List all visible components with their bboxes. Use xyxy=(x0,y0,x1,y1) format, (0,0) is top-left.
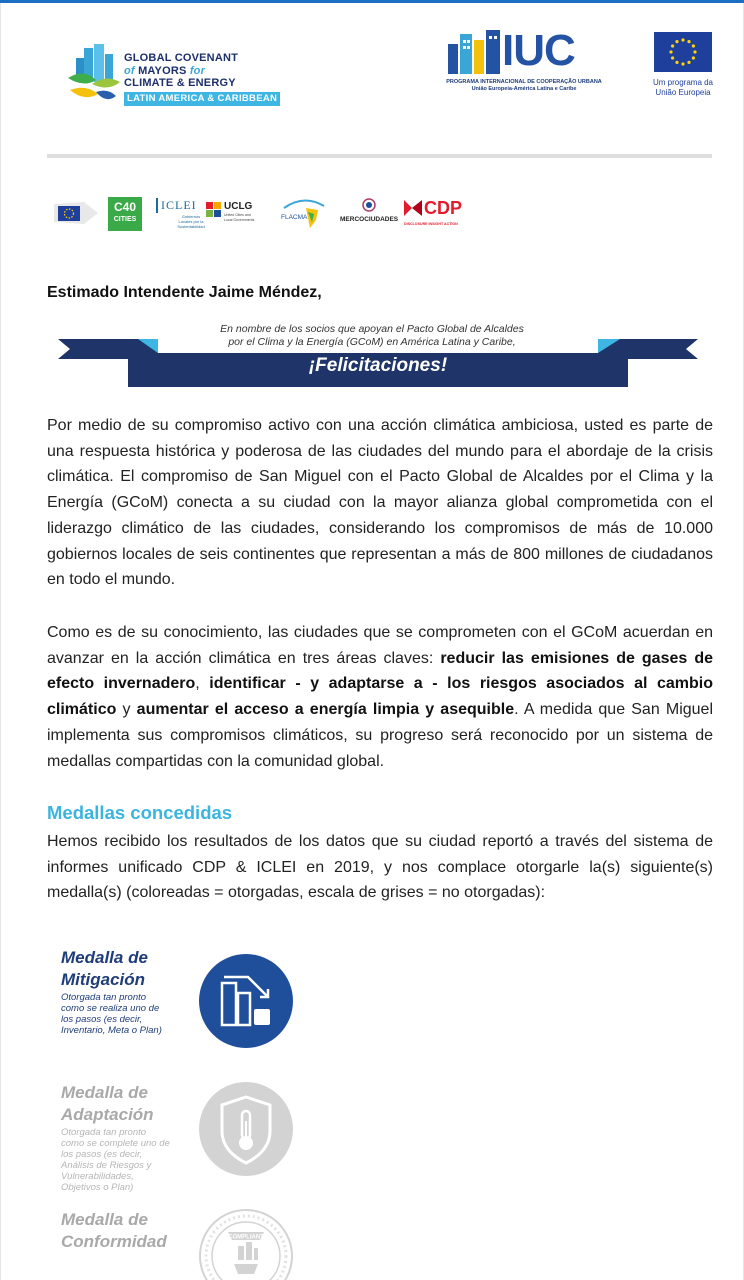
paragraph-commitment: Por medio de su compromiso activo con una acción climática ambiciosa, usted es parte de una respuesta histórica y poderosa de las ciudades del mundo para el abordaje de la crisis climática. El compromiso de San Miguel con el Pacto Global de Alcaldes por el Clima y la Energía (GCoM) conecta a su ciudad con la mayor alianza global comprometida con el liderazgo climático de las ciudades, considerando los compromisos de más de 10.000 gobiernos locales de seis continentes que representan a más de 800 millones de ciudadanos en todo el mundo. xyxy=(47,417,713,589)
medals-section-title: Medallas concedidas xyxy=(47,802,233,823)
header-divider xyxy=(47,154,712,158)
iuc-logo xyxy=(444,26,604,96)
mitigation-medal-icon xyxy=(198,953,294,1049)
compliance-medal-icon xyxy=(198,1208,298,1280)
letter-greeting: Estimado Intendente Jaime Méndez, xyxy=(47,284,322,301)
gcom-logo-text: GLOBAL COVENANT of MAYORS for CLIMATE & ENERGY LATIN AMERICA & CARIBBEAN xyxy=(124,52,280,106)
adaptation-medal-description: Otorgada tan pronto como se complete uno de los pasos (es decir, Análisis de Riesgos y Vulnerabilidades, Objetivos o Plan) xyxy=(61,1127,170,1193)
iclei-logo: ICLEI Gobiernos Locales por la Sustentabilidad xyxy=(154,194,202,232)
iuc-mark: IUC xyxy=(502,26,575,75)
compliant-badge-text: COMPLIANT xyxy=(228,1234,264,1241)
eu-caption: Um programa da União Europeia xyxy=(652,78,714,97)
adaptation-medal-icon xyxy=(198,1081,294,1177)
mitigation-medal-title: Medalla de Mitigación xyxy=(61,948,148,989)
iuc-subtitle: PROGRAMA INTERNACIONAL DE COOPERAÇÃO URBANA União Europeia-América Latina e Caribe xyxy=(446,79,602,92)
mitigation-medal-description: Otorgada tan pronto como se realiza uno de los pasos (es decir, Inventario, Meta o Plan) xyxy=(61,992,162,1036)
gcom-region-label: LATIN AMERICA & CARIBBEAN xyxy=(124,92,280,107)
c40-logo: C40 CITIES xyxy=(108,194,144,232)
gcom-buildings-icon xyxy=(66,44,122,106)
eu-flag-icon xyxy=(654,32,712,72)
partner-logos xyxy=(54,194,474,232)
adaptation-medal-title: Medalla de Adaptación xyxy=(61,1083,154,1124)
eu-partner-logo xyxy=(54,194,98,232)
iuc-buildings-icon xyxy=(446,30,506,78)
gcom-logo xyxy=(66,42,298,110)
mercociudades-logo: MERCOCIUDADES xyxy=(340,194,400,232)
cdp-logo: CDP DISCLOSURE INSIGHT ACTION xyxy=(404,198,463,226)
paragraph-action-areas: Como es de su conocimiento, las ciudades que se comprometen con el GCoM acuerdan en avanzar en la acción climática en tres áreas claves: reducir las emisiones de gases de efecto invernadero, identificar - y adaptarse a - los riesgos asociados al cambio climático y aumentar el acceso a energía limpia y asequible. A medida que San Miguel implementa sus compromisos climáticos, su progreso será reconocido por un sistema de medallas compartidas con la comunidad global. xyxy=(47,624,714,770)
banner-title: ¡Felicitaciones! xyxy=(308,355,448,376)
uclg-logo: UCLG United Cities and Local Governments xyxy=(206,194,258,232)
compliance-medal-title: Medalla de Conformidad xyxy=(61,1210,167,1251)
banner-note: En nombre de los socios que apoyan el Pacto Global de Alcaldes por el Clima y la Energía (GCoM) en América Latina y Caribe, xyxy=(220,323,524,348)
paragraph-medals-intro: Hemos recibido los resultados de los datos que su ciudad reportó a través del sistema de informes unificado CDP & ICLEI en 2019, y nos complace otorgarle la(s) siguiente(s) medalla(s) (coloreadas = otorgadas, escala de grises = no otorgadas): xyxy=(47,833,713,902)
top-accent-line xyxy=(0,0,744,3)
flacma-logo: FLACMA xyxy=(278,194,330,232)
